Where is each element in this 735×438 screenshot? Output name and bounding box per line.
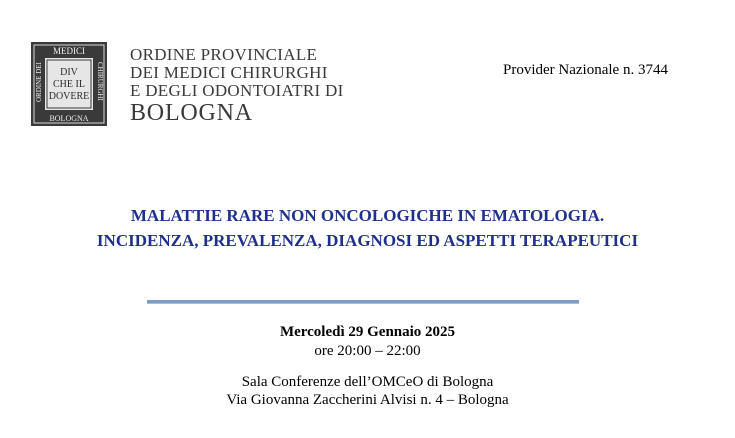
- svg-text:MEDICI: MEDICI: [53, 46, 85, 56]
- svg-text:CHIRURGHI: CHIRURGHI: [96, 62, 104, 101]
- svg-text:DOVERE: DOVERE: [48, 91, 90, 102]
- svg-text:ORDINE DEI: ORDINE DEI: [35, 62, 43, 102]
- event-title-line-1: MALATTIE RARE NON ONCOLOGICHE IN EMATOLOGIA.: [130, 206, 605, 225]
- event-time: ore 20:00 – 22:00: [314, 343, 421, 359]
- event-venue: Sala Conferenze dell’OMCeO di Bologna: [241, 374, 494, 390]
- organization-name: [130, 46, 344, 126]
- svg-text:CHE IL: CHE IL: [53, 79, 85, 90]
- svg-text:BOLOGNA: BOLOGNA: [49, 114, 89, 123]
- event-date: Mercoledì 29 Gennaio 2025: [279, 324, 456, 340]
- svg-text:DIV: DIV: [60, 67, 78, 78]
- org-city: BOLOGNA: [130, 100, 253, 126]
- event-title-line-2: INCIDENZA, PREVALENZA, DIAGNOSI ED ASPETTI TERAPEUTICI: [96, 231, 639, 250]
- event-address: Via Giovanna Zaccherini Alvisi n. 4 – Bologna: [226, 392, 509, 408]
- order-seal-icon: [31, 42, 107, 126]
- provider-number: Provider Nazionale n. 3744: [503, 62, 668, 78]
- divider: [147, 300, 579, 304]
- org-line: DEI MEDICI CHIRURGHI: [130, 63, 328, 82]
- org-line: ORDINE PROVINCIALE: [130, 45, 318, 64]
- org-line: E DEGLI ODONTOIATRI DI: [130, 81, 344, 100]
